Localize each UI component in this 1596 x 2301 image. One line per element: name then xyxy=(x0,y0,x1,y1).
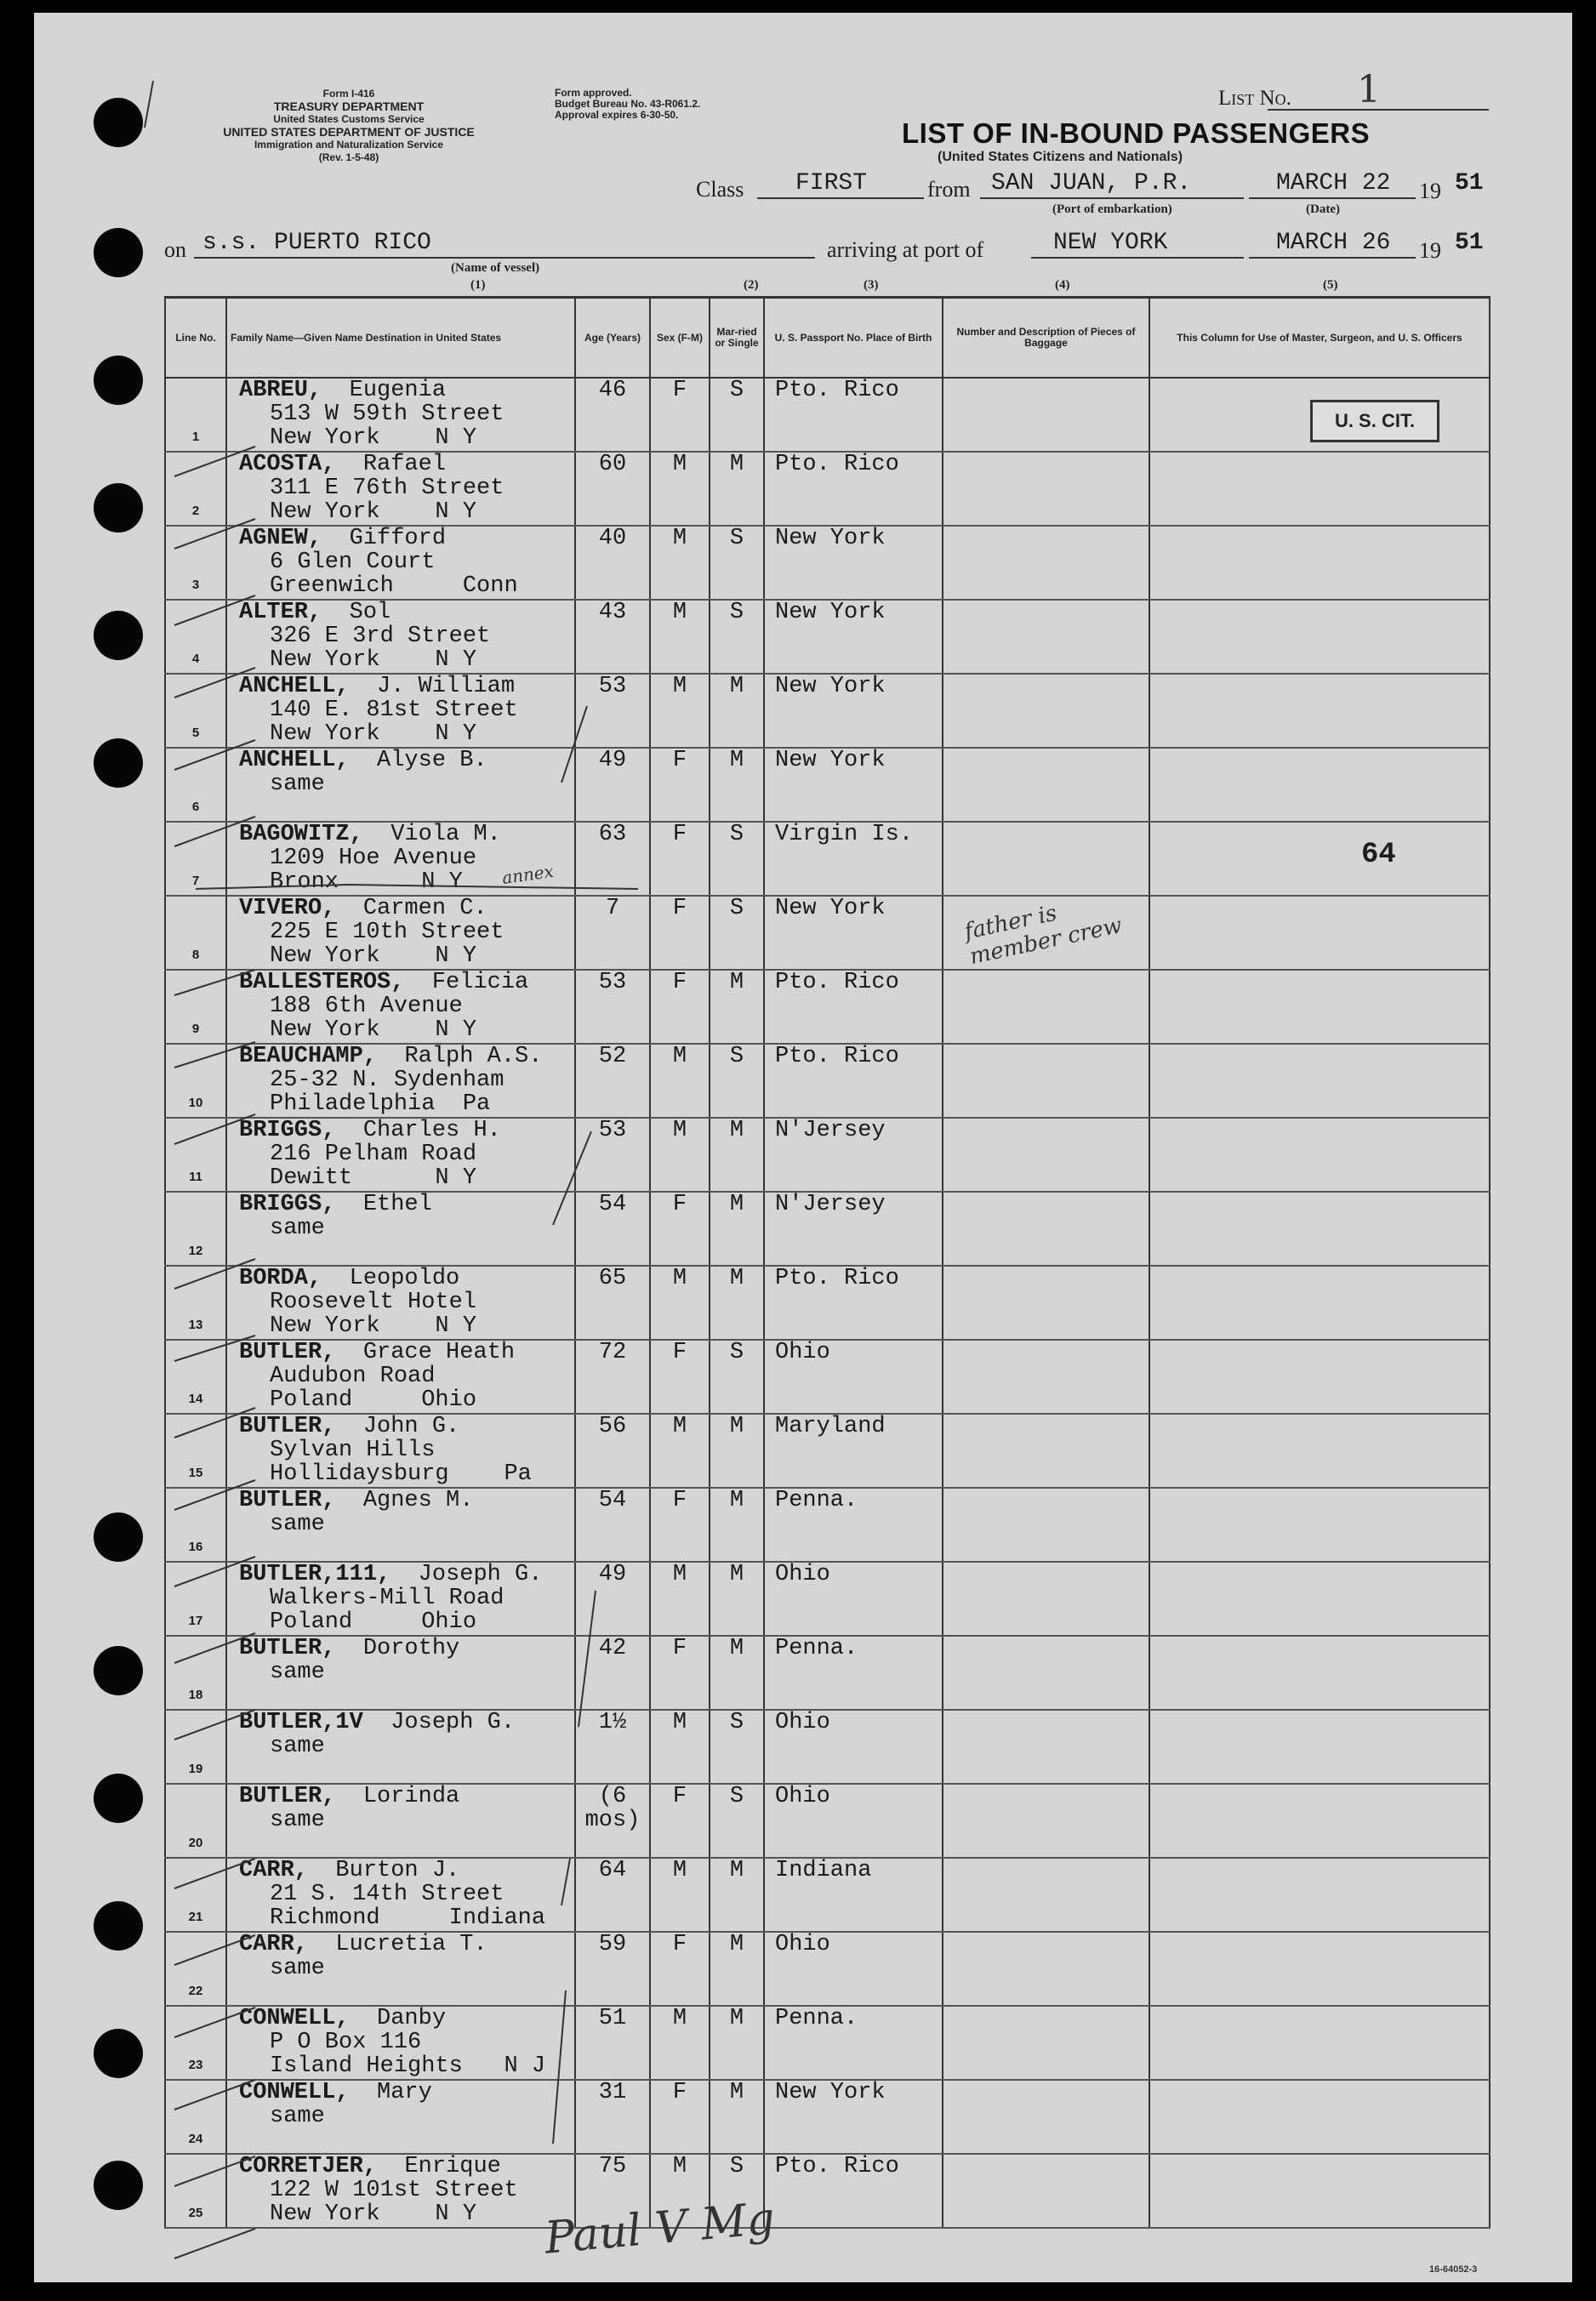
address-line-2: New York N Y xyxy=(270,2201,477,2227)
line-number: 5 xyxy=(191,726,200,740)
birthplace-cell: Ohio xyxy=(764,1340,943,1414)
passenger-given-name: Charles H. xyxy=(362,1118,501,1143)
check-mark xyxy=(553,1991,566,2144)
passenger-surname: ANCHELL, xyxy=(239,674,350,699)
marital-status-cell: S xyxy=(710,1784,764,1858)
passenger-given-name: Lorinda xyxy=(362,1784,460,1809)
line-number: 4 xyxy=(191,652,200,666)
line-number: 10 xyxy=(188,1096,203,1110)
passenger-given-name: Carmen C. xyxy=(362,896,487,921)
check-mark xyxy=(174,2080,255,2110)
on-label: on xyxy=(164,237,186,262)
passenger-given-name: Felicia xyxy=(431,970,529,995)
passenger-given-name: Ethel xyxy=(362,1192,432,1217)
year2-prefix: 19 xyxy=(1419,238,1441,263)
passenger-surname: BUTLER, xyxy=(239,1340,336,1365)
col-number-1: (1) xyxy=(470,278,486,292)
col-number-4: (4) xyxy=(1055,278,1070,292)
address-line-1: same xyxy=(270,1512,325,1537)
birthplace-cell: Maryland xyxy=(764,1414,943,1488)
treasury-department: TREASURY DEPARTMENT xyxy=(273,100,425,113)
col-number-5: (5) xyxy=(1323,278,1338,292)
approval-line-2: Budget Bureau No. 43-R061.2. xyxy=(555,98,701,110)
birthplace-cell: New York xyxy=(764,2080,943,2154)
date-caption: (Date) xyxy=(1306,202,1340,216)
address-line-2: Hollidaysburg Pa xyxy=(270,1461,532,1487)
sex-cell: M xyxy=(650,2154,710,2228)
marital-status-cell: M xyxy=(710,674,764,748)
marital-status-cell: M xyxy=(710,1562,764,1636)
passenger-given-name: J. William xyxy=(377,674,516,699)
address-line-1: 326 E 3rd Street xyxy=(270,624,491,649)
address-line-1: Audubon Road xyxy=(270,1364,436,1389)
line-number: 12 xyxy=(188,1244,203,1258)
check-mark xyxy=(561,1859,570,1905)
marital-status-cell: M xyxy=(710,1932,764,2006)
marital-status-cell: M xyxy=(710,1488,764,1562)
age-cell: 56 xyxy=(575,1414,650,1488)
birthplace-cell: New York xyxy=(764,526,943,600)
line-number: 23 xyxy=(188,2058,203,2072)
address-line-1: Walkers-Mill Road xyxy=(270,1586,504,1611)
passenger-given-name: John G. xyxy=(362,1414,460,1439)
birthplace-cell: Penna. xyxy=(764,1488,943,1562)
header-sex: Sex (F-M) xyxy=(650,298,710,379)
address-line-1: same xyxy=(270,1660,325,1685)
line-number: 24 xyxy=(188,2132,203,2146)
passenger-surname: ABREU, xyxy=(239,378,322,403)
sex-cell: M xyxy=(650,1118,710,1192)
address-line-2: Philadelphia Pa xyxy=(270,1091,491,1117)
line-number: 11 xyxy=(189,1170,202,1184)
marital-status-cell: S xyxy=(710,822,764,896)
marital-status-cell: S xyxy=(710,526,764,600)
approval-line-1: Form approved. xyxy=(555,87,632,99)
check-mark xyxy=(174,1633,255,1663)
age-cell: 52 xyxy=(575,1044,650,1118)
address-line-1: same xyxy=(270,1808,325,1833)
age-cell: 75 xyxy=(575,2154,650,2228)
list-no-value: 1 xyxy=(1357,68,1381,111)
passenger-given-name: Danby xyxy=(377,2006,447,2031)
passenger-surname: BUTLER, xyxy=(239,1488,336,1513)
address-line-1: same xyxy=(270,2104,325,2129)
passenger-surname: BORDA, xyxy=(239,1266,322,1291)
list-no-label: List No. xyxy=(1218,87,1291,110)
age-cell: 46 xyxy=(575,378,650,452)
age-cell: 53 xyxy=(575,1118,650,1192)
address-line-2: New York N Y xyxy=(270,721,477,747)
passenger-surname: BALLESTEROS, xyxy=(239,970,405,995)
check-mark xyxy=(174,970,255,995)
line-number: 2 xyxy=(191,504,200,518)
age-cell: 49 xyxy=(575,748,650,822)
age-cell: 7 xyxy=(575,896,650,970)
passenger-given-name: Grace Heath xyxy=(362,1340,516,1365)
header-name: Family Name—Given Name Destination in United States xyxy=(226,298,575,379)
passenger-surname: BUTLER, xyxy=(239,1784,336,1809)
line-number: 17 xyxy=(188,1614,203,1628)
age-cell: (6 mos) xyxy=(575,1784,650,1858)
birthplace-cell: Indiana xyxy=(764,1858,943,1932)
age-cell: 54 xyxy=(575,1192,650,1266)
marital-status-cell: M xyxy=(710,1414,764,1488)
sex-cell: F xyxy=(650,1340,710,1414)
form-revision: (Rev. 1-5-48) xyxy=(318,151,379,163)
passenger-surname: BEAUCHAMP, xyxy=(239,1044,378,1069)
age-cell: 43 xyxy=(575,600,650,674)
birthplace-cell: Pto. Rico xyxy=(764,1266,943,1340)
marital-status-cell: M xyxy=(710,1266,764,1340)
age-cell: 64 xyxy=(575,1858,650,1932)
sex-cell: F xyxy=(650,1192,710,1266)
passenger-surname: BAGOWITZ, xyxy=(239,822,363,847)
age-cell: 63 xyxy=(575,822,650,896)
departure-date: MARCH 22 xyxy=(1276,170,1391,196)
col-number-3: (3) xyxy=(864,278,879,292)
marital-status-cell: S xyxy=(710,1044,764,1118)
header-line-no: Line No. xyxy=(165,298,226,379)
from-label: from xyxy=(927,177,971,202)
sex-cell: F xyxy=(650,1636,710,1710)
age-cell: 59 xyxy=(575,1932,650,2006)
signature: Paul V Mg xyxy=(542,2193,778,2264)
address-line-2: New York N Y xyxy=(270,1313,477,1339)
form-code: 16-64052-3 xyxy=(1429,2264,1478,2275)
age-cell: 53 xyxy=(575,674,650,748)
address-line-1: 1209 Hoe Avenue xyxy=(270,846,477,871)
check-mark xyxy=(145,81,153,128)
passenger-given-name: Agnes M. xyxy=(362,1488,474,1513)
address-line-1: 140 E. 81st Street xyxy=(270,698,518,723)
passenger-surname: ACOSTA, xyxy=(239,452,336,477)
address-line-1: 122 W 101st Street xyxy=(270,2178,518,2203)
age-cell: 42 xyxy=(575,1636,650,1710)
sex-cell: F xyxy=(650,378,710,452)
check-mark xyxy=(174,2156,255,2186)
officer-number: 64 xyxy=(1361,839,1396,871)
form-subtitle: (United States Citizens and Nationals) xyxy=(938,150,1183,164)
address-line-2: Poland Ohio xyxy=(270,1609,477,1635)
check-mark xyxy=(579,1591,596,1727)
line-number: 1 xyxy=(191,430,200,444)
birthplace-cell: Pto. Rico xyxy=(764,378,943,452)
address-line-2: New York N Y xyxy=(270,647,477,673)
line-number: 13 xyxy=(188,1318,203,1332)
from-port-value: SAN JUAN, P.R. xyxy=(991,170,1192,196)
vessel-name: s.s. PUERTO RICO xyxy=(202,230,431,256)
passenger-surname: BUTLER,1V xyxy=(239,1710,363,1735)
address-line-1: Roosevelt Hotel xyxy=(270,1290,477,1315)
sex-cell: M xyxy=(650,1710,710,1784)
passenger-given-name: Ralph A.S. xyxy=(404,1044,543,1069)
check-mark xyxy=(196,885,638,889)
passenger-surname: BRIGGS, xyxy=(239,1192,336,1217)
address-line-1: P O Box 116 xyxy=(270,2030,422,2055)
from-caption: (Port of embarkation) xyxy=(1052,202,1172,216)
passenger-surname: BUTLER, xyxy=(239,1414,336,1439)
sex-cell: M xyxy=(650,452,710,526)
address-line-1: 311 E 76th Street xyxy=(270,476,504,501)
handwritten-annex: annex xyxy=(500,860,556,889)
address-line-2: Dewitt N Y xyxy=(270,1165,477,1191)
check-mark-group xyxy=(145,81,638,2258)
check-mark xyxy=(174,519,255,549)
marital-status-cell: S xyxy=(710,2154,764,2228)
address-line-1: 225 E 10th Street xyxy=(270,920,504,945)
sex-cell: F xyxy=(650,1784,710,1858)
sex-cell: F xyxy=(650,1932,710,2006)
birthplace-cell: Ohio xyxy=(764,1562,943,1636)
year1-value: 51 xyxy=(1455,170,1484,196)
sex-cell: M xyxy=(650,526,710,600)
header-passport: U. S. Passport No. Place of Birth xyxy=(764,298,943,379)
check-mark xyxy=(174,1859,255,1888)
birthplace-cell: Penna. xyxy=(764,2006,943,2080)
check-mark xyxy=(174,1935,255,1965)
age-cell: 40 xyxy=(575,526,650,600)
marital-status-cell: S xyxy=(710,896,764,970)
passenger-surname: BUTLER, xyxy=(239,1636,336,1661)
line-number: 3 xyxy=(191,578,200,592)
marital-status-cell: M xyxy=(710,452,764,526)
birthplace-cell: New York xyxy=(764,748,943,822)
birthplace-cell: Penna. xyxy=(764,1636,943,1710)
marital-status-cell: M xyxy=(710,2006,764,2080)
sex-cell: F xyxy=(650,970,710,1044)
passenger-given-name: Viola M. xyxy=(390,822,501,847)
us-citizen-stamp: U. S. CIT. xyxy=(1310,400,1439,442)
passenger-surname: BRIGGS, xyxy=(239,1118,336,1143)
check-mark xyxy=(174,817,255,846)
sex-cell: M xyxy=(650,1414,710,1488)
passenger-surname: ALTER, xyxy=(239,600,322,625)
marital-status-cell: M xyxy=(710,748,764,822)
handwritten-note: father is member crew xyxy=(961,900,1125,971)
line-number: 16 xyxy=(188,1540,203,1554)
sex-cell: M xyxy=(650,1858,710,1932)
address-line-1: 6 Glen Court xyxy=(270,550,436,575)
address-line-1: 21 S. 14th Street xyxy=(270,1882,504,1907)
marital-status-cell: M xyxy=(710,1636,764,1710)
year1-prefix: 19 xyxy=(1419,179,1441,203)
address-line-2: Poland Ohio xyxy=(270,1387,477,1413)
birthplace-cell: N'Jersey xyxy=(764,1118,943,1192)
line-number: 9 xyxy=(191,1022,200,1036)
age-cell: 65 xyxy=(575,1266,650,1340)
address-line-2: New York N Y xyxy=(270,499,477,525)
age-cell: 51 xyxy=(575,2006,650,2080)
passenger-given-name: Joseph G. xyxy=(418,1562,543,1587)
year2-value: 51 xyxy=(1455,230,1484,256)
header-age: Age (Years) xyxy=(575,298,650,379)
sex-cell: F xyxy=(650,2080,710,2154)
sex-cell: F xyxy=(650,896,710,970)
marital-status-cell: S xyxy=(710,600,764,674)
address-line-2: Island Heights N J xyxy=(270,2053,546,2079)
address-line-1: same xyxy=(270,1956,325,1981)
sex-cell: M xyxy=(650,674,710,748)
age-cell: 53 xyxy=(575,970,650,1044)
approval-line-3: Approval expires 6-30-50. xyxy=(555,109,679,121)
passenger-surname: CORRETJER, xyxy=(239,2154,378,2179)
address-line-1: 513 W 59th Street xyxy=(270,402,504,427)
header-officers: This Column for Use of Master, Surgeon, and U. S. Officers xyxy=(1149,298,1490,379)
address-line-1: same xyxy=(270,1734,325,1759)
check-mark xyxy=(174,447,255,476)
age-cell: 60 xyxy=(575,452,650,526)
age-cell: 1½ xyxy=(575,1710,650,1784)
col-number-2: (2) xyxy=(744,278,759,292)
line-number: 14 xyxy=(188,1392,203,1406)
passenger-surname: CARR, xyxy=(239,1932,309,1957)
marital-status-cell: M xyxy=(710,2080,764,2154)
arrival-port: NEW YORK xyxy=(1053,230,1168,256)
check-mark xyxy=(174,1480,255,1510)
passenger-surname: CONWELL, xyxy=(239,2006,350,2031)
check-mark xyxy=(174,1114,255,1144)
birthplace-cell: New York xyxy=(764,600,943,674)
address-line-1: 188 6th Avenue xyxy=(270,994,463,1019)
sex-cell: M xyxy=(650,1562,710,1636)
check-mark xyxy=(174,740,255,770)
justice-department: UNITED STATES DEPARTMENT OF JUSTICE xyxy=(223,125,475,139)
marital-status-cell: M xyxy=(710,1858,764,1932)
address-line-2: New York N Y xyxy=(270,1017,477,1043)
marital-status-cell: M xyxy=(710,970,764,1044)
birthplace-cell: New York xyxy=(764,896,943,970)
line-number: 6 xyxy=(191,800,200,814)
birthplace-cell: Virgin Is. xyxy=(764,822,943,896)
sex-cell: F xyxy=(650,822,710,896)
line-number: 21 xyxy=(188,1910,203,1924)
sex-cell: M xyxy=(650,1266,710,1340)
passenger-surname: ANCHELL, xyxy=(239,748,350,773)
sex-cell: F xyxy=(650,748,710,822)
check-mark xyxy=(174,1408,255,1438)
passenger-surname: CARR, xyxy=(239,1858,309,1883)
age-cell: 72 xyxy=(575,1340,650,1414)
sex-cell: F xyxy=(650,1488,710,1562)
passenger-given-name: Burton J. xyxy=(335,1858,460,1883)
birthplace-cell: Pto. Rico xyxy=(764,2154,943,2228)
passenger-given-name: Sol xyxy=(349,600,391,625)
address-line-1: 25-32 N. Sydenham xyxy=(270,1068,504,1093)
passenger-surname: CONWELL, xyxy=(239,2080,350,2105)
birthplace-cell: New York xyxy=(764,674,943,748)
check-mark xyxy=(174,1259,255,1289)
passenger-given-name: Mary xyxy=(377,2080,432,2105)
age-cell: 31 xyxy=(575,2080,650,2154)
header-baggage: Number and Description of Pieces of Baggage xyxy=(943,298,1149,379)
passenger-given-name: Eugenia xyxy=(349,378,447,403)
sex-cell: M xyxy=(650,600,710,674)
passenger-given-name: Enrique xyxy=(404,2154,501,2179)
address-line-2: New York N Y xyxy=(270,425,477,451)
passenger-given-name: Leopoldo xyxy=(349,1266,460,1291)
address-line-1: Sylvan Hills xyxy=(270,1438,436,1463)
class-value: FIRST xyxy=(795,170,868,196)
sex-cell: M xyxy=(650,2006,710,2080)
address-line-2: Greenwich Conn xyxy=(270,573,518,599)
marital-status-cell: M xyxy=(710,1192,764,1266)
birthplace-cell: Pto. Rico xyxy=(764,452,943,526)
line-number: 15 xyxy=(188,1466,203,1480)
line-number: 25 xyxy=(188,2206,203,2220)
check-mark xyxy=(174,2008,255,2037)
passenger-surname: VIVERO, xyxy=(239,896,336,921)
address-line-2: New York N Y xyxy=(270,943,477,969)
birthplace-cell: Ohio xyxy=(764,1784,943,1858)
passenger-given-name: Gifford xyxy=(349,526,447,551)
passenger-given-name: Rafael xyxy=(362,452,447,477)
form-title: LIST OF IN-BOUND PASSENGERS xyxy=(902,117,1371,149)
form-number: Form I-416 xyxy=(322,88,375,100)
customs-service: United States Customs Service xyxy=(273,113,425,125)
sex-cell: M xyxy=(650,1044,710,1118)
marital-status-cell: S xyxy=(710,1710,764,1784)
arrival-date: MARCH 26 xyxy=(1276,230,1391,256)
address-line-2: Bronx N Y xyxy=(270,869,463,895)
line-number: 8 xyxy=(191,948,200,962)
address-line-1: same xyxy=(270,1216,325,1241)
immigration-service: Immigration and Naturalization Service xyxy=(254,139,444,151)
marital-status-cell: M xyxy=(710,1118,764,1192)
line-number: 7 xyxy=(191,874,200,888)
birthplace-cell: N'Jersey xyxy=(764,1192,943,1266)
check-mark xyxy=(174,595,255,625)
marital-status-cell: S xyxy=(710,378,764,452)
address-line-1: 216 Pelham Road xyxy=(270,1142,477,1167)
check-mark xyxy=(174,668,255,698)
age-cell: 54 xyxy=(575,1488,650,1562)
passenger-given-name: Alyse B. xyxy=(377,748,487,773)
class-label: Class xyxy=(696,177,744,202)
line-number: 20 xyxy=(188,1836,203,1850)
check-mark xyxy=(174,2229,255,2258)
vessel-caption: (Name of vessel) xyxy=(451,261,540,275)
header-married: Mar-ried or Single xyxy=(710,298,764,379)
line-number: 18 xyxy=(188,1688,203,1702)
marital-status-cell: S xyxy=(710,1340,764,1414)
line-number: 22 xyxy=(188,1984,203,1998)
passenger-given-name: Dorothy xyxy=(362,1636,460,1661)
birthplace-cell: Ohio xyxy=(764,1710,943,1784)
address-line-2: Richmond Indiana xyxy=(270,1905,546,1931)
check-mark xyxy=(174,1557,255,1586)
check-mark xyxy=(174,1336,255,1361)
line-number: 19 xyxy=(188,1762,203,1776)
birthplace-cell: Pto. Rico xyxy=(764,970,943,1044)
birthplace-cell: Ohio xyxy=(764,1932,943,2006)
age-cell: 49 xyxy=(575,1562,650,1636)
check-mark xyxy=(174,1042,255,1068)
check-mark xyxy=(553,1131,591,1225)
birthplace-cell: Pto. Rico xyxy=(764,1044,943,1118)
passenger-surname: BUTLER,111, xyxy=(239,1562,391,1587)
arriving-label: arriving at port of xyxy=(827,237,984,262)
check-mark xyxy=(561,706,587,783)
passenger-given-name: Joseph G. xyxy=(390,1710,516,1735)
address-line-1: same xyxy=(270,772,325,797)
passenger-given-name: Lucretia T. xyxy=(335,1932,487,1957)
passenger-surname: AGNEW, xyxy=(239,526,322,551)
check-mark xyxy=(174,1710,255,1740)
